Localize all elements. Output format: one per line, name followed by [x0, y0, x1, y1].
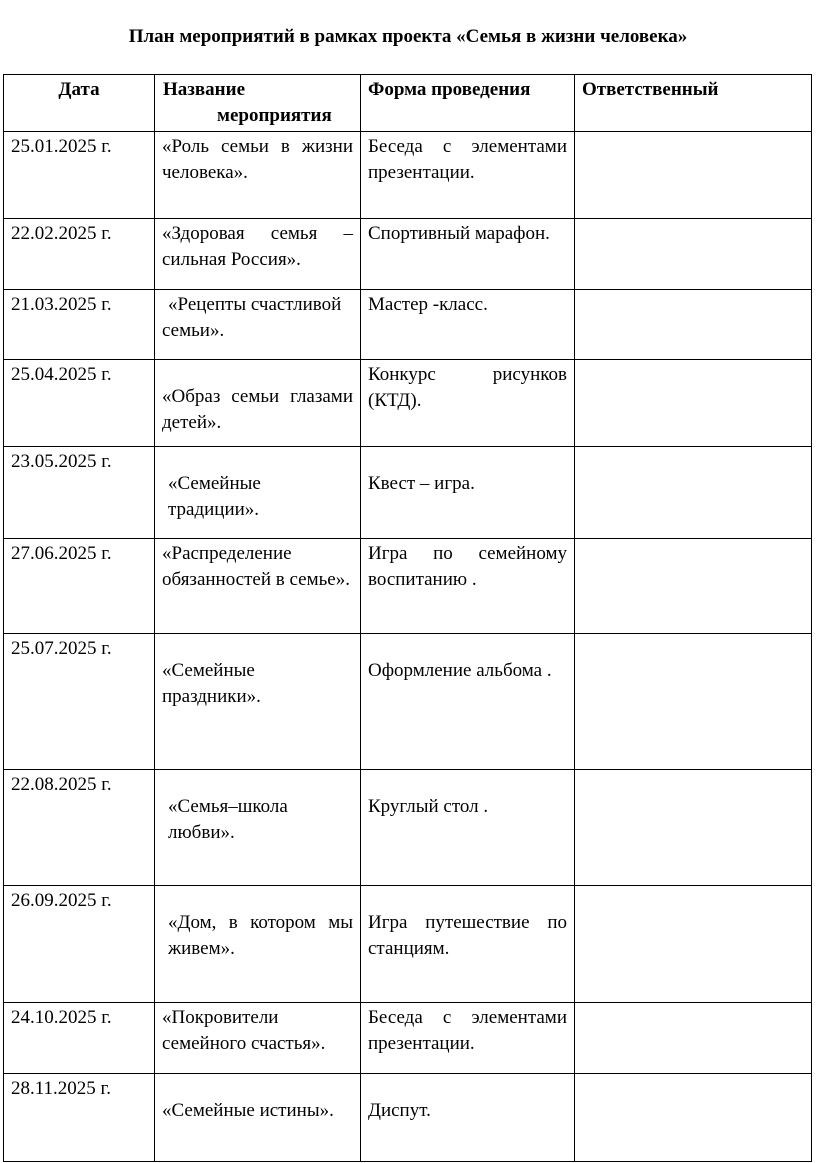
- row-format: [361, 886, 575, 1003]
- row-event-name: [155, 886, 361, 1003]
- row-date: 26.09.2025 г.: [4, 886, 155, 1003]
- row-event-name: «Покровители семейного счастья».: [155, 1003, 361, 1074]
- row-event-name: [155, 1074, 361, 1162]
- row-format: [361, 634, 575, 770]
- table-row: [4, 1074, 812, 1162]
- header-event-name: [155, 75, 361, 132]
- row-date: 27.06.2025 г.: [4, 539, 155, 634]
- row-responsible: [575, 539, 812, 634]
- row-format: Игра по семейному воспитанию .: [361, 539, 575, 634]
- row-responsible: [575, 360, 812, 447]
- row-format: Мастер -класс.: [361, 290, 575, 360]
- table-row: [4, 886, 812, 1003]
- row-responsible: [575, 132, 812, 219]
- row-format-text: Квест – игра.: [368, 473, 475, 494]
- table-row: [4, 290, 812, 360]
- row-responsible: [575, 770, 812, 886]
- document-title: План мероприятий в рамках проекта «Семья в жизни человека»: [128, 26, 688, 47]
- table-row: [4, 539, 812, 634]
- row-event-name: [155, 447, 361, 539]
- row-event-name-text: «Рецепты счастливой семьи».: [162, 294, 342, 341]
- row-responsible: [575, 1003, 812, 1074]
- row-event-name-text: «Семья–школа любви».: [168, 796, 288, 843]
- row-event-name-text: «Семейные истины».: [162, 1100, 334, 1121]
- row-responsible: [575, 886, 812, 1003]
- row-event-name: «Здоровая семья – сильная Россия».: [155, 219, 361, 290]
- row-event-name: «Роль семьи в жизни человека».: [155, 132, 361, 219]
- row-date: 28.11.2025 г.: [4, 1074, 155, 1162]
- table-row: [4, 1003, 812, 1074]
- row-responsible: [575, 634, 812, 770]
- row-format-text: Круглый стол .: [368, 796, 489, 817]
- row-responsible: [575, 219, 812, 290]
- row-format-text: Диспут.: [368, 1100, 431, 1121]
- row-responsible: [575, 290, 812, 360]
- row-format: Конкурс рисунков (КТД).: [361, 360, 575, 447]
- table-row: [4, 447, 812, 539]
- row-format-text: Оформление альбома .: [368, 660, 552, 681]
- row-date: 22.02.2025 г.: [4, 219, 155, 290]
- events-table: [3, 74, 812, 1162]
- row-event-name: [155, 770, 361, 886]
- row-format: Беседа с элементами презентации.: [361, 132, 575, 219]
- row-event-name: [155, 290, 361, 360]
- row-event-name-text: «Дом, в котором мы живем».: [168, 912, 353, 959]
- row-format: [361, 1074, 575, 1162]
- row-event-name: [155, 360, 361, 447]
- row-date: 22.08.2025 г.: [4, 770, 155, 886]
- row-format: [361, 447, 575, 539]
- row-event-name-text: «Образ семьи глазами детей».: [162, 386, 353, 433]
- row-event-name: [155, 634, 361, 770]
- table-row: [4, 770, 812, 886]
- header-responsible: Ответственный: [575, 75, 812, 132]
- row-responsible: [575, 1074, 812, 1162]
- row-format: Беседа с элементами презентации.: [361, 1003, 575, 1074]
- row-responsible: [575, 447, 812, 539]
- row-date: 25.07.2025 г.: [4, 634, 155, 770]
- header-event-name-line2: мероприятия: [217, 105, 332, 126]
- table-row: [4, 132, 812, 219]
- row-format-text: Игра путешествие по станциям.: [368, 912, 567, 959]
- row-date: 23.05.2025 г.: [4, 447, 155, 539]
- row-date: 21.03.2025 г.: [4, 290, 155, 360]
- row-date: 25.04.2025 г.: [4, 360, 155, 447]
- table-row: [4, 360, 812, 447]
- row-event-name: «Распределение обязанностей в семье».: [155, 539, 361, 634]
- header-format: Форма проведения: [361, 75, 575, 132]
- row-format: [361, 770, 575, 886]
- row-event-name-text: «Семейные традиции».: [168, 473, 261, 520]
- row-date: 24.10.2025 г.: [4, 1003, 155, 1074]
- row-format: Спортивный марафон.: [361, 219, 575, 290]
- row-date: 25.01.2025 г.: [4, 132, 155, 219]
- table-row: [4, 634, 812, 770]
- header-date: Дата: [4, 75, 155, 132]
- header-event-name-line1: Название: [163, 79, 246, 100]
- table-header-row: [4, 75, 812, 132]
- row-event-name-text: «Семейные праздники».: [162, 660, 261, 707]
- table-row: [4, 219, 812, 290]
